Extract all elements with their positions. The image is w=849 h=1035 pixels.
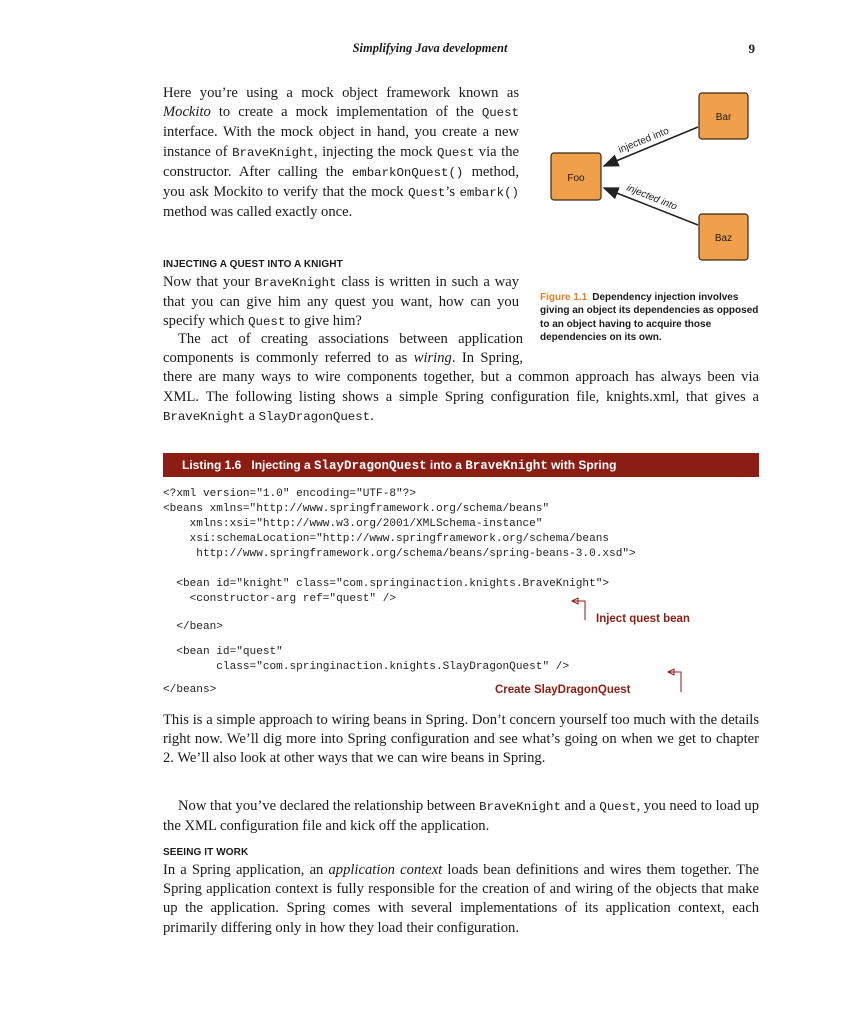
node-foo bbox=[551, 153, 601, 200]
callout-line-create bbox=[668, 672, 681, 692]
code-block-header: <?xml version="1.0" encoding="UTF-8"?> <beans xmlns="http://www.springframework.org/schema/beans" xmlns:xsi="http://www.w3.org/2001/XMLSchema-instance" xsi:schemaLocation="http://www.springframework.org/schema/beans http://www.springframework.org/schema/beans/spring-beans-3.0.xsd"> bbox=[163, 488, 636, 561]
running-head-title: Simplifying Java development bbox=[352, 41, 508, 55]
code-block-knight-end: </bean> bbox=[163, 621, 223, 633]
running-head bbox=[163, 41, 763, 59]
node-foo-label: Foo bbox=[567, 173, 585, 184]
listing-title: Listing 1.6 Injecting a SlayDragonQuest into a BraveKnight with Spring bbox=[182, 458, 617, 473]
paragraph-wiring: The act of creating associations between application components is commonly referred to as wiring. In Spring, there are many ways to wire components together, but a common approach has always been via XML. The following listing shows a simple Spring configuration file, knights.xml, that gives a BraveKnight a SlayDragonQuest. bbox=[163, 331, 759, 424]
figure-caption-text: Dependency injection involves giving an object its dependencies as opposed to an object having to acquire those dependencies on its own. bbox=[540, 292, 759, 343]
figure-caption bbox=[540, 291, 762, 344]
edge-label-top: injected into bbox=[617, 125, 671, 156]
node-baz bbox=[699, 214, 748, 260]
code-block-knight-bean: <bean id="knight" class="com.springinaction.knights.BraveKnight"> <constructor-arg ref="quest" /> bbox=[176, 578, 610, 606]
section-heading-seeing-it-work: SEEING IT WORK bbox=[163, 847, 249, 858]
paragraph-simple-approach: This is a simple approach to wiring beans in Spring. Don’t concern yourself too much with the details right now. We’ll dig more into Spring configuration and see what’s going on when we get to chapter 2. We’ll also look at other ways that we can wire beans in Spring. bbox=[163, 712, 759, 767]
annotation-create-slaydragonquest: Create SlayDragonQuest bbox=[495, 684, 631, 696]
figure-label: Figure 1.1 bbox=[540, 292, 588, 303]
page-number: 9 bbox=[748, 41, 755, 56]
listing-title-bar bbox=[163, 453, 759, 477]
annotation-inject-quest-bean: Inject quest bean bbox=[596, 613, 690, 625]
paragraph-declared-relationship: Now that you’ve declared the relationship between BraveKnight and a Quest, you need to load up the XML configuration file and kick off the application. bbox=[163, 798, 759, 835]
edge-label-bottom: injected into bbox=[624, 182, 679, 213]
paragraph-mockito: Here you’re using a mock object framework known as Mockito to create a mock implementation of the Quest interface. With the mock object in hand, you create a new instance of BraveKnight, injecting the mock Quest via the constructor. After calling the embarkOnQuest() method, you ask Mockito to verify that the mock Quest’s embark() method was called exactly once. bbox=[163, 85, 519, 221]
node-bar bbox=[699, 93, 748, 139]
node-bar-label: Bar bbox=[715, 112, 732, 123]
callout-arrow-create bbox=[668, 669, 674, 675]
paragraph-injecting: Now that your BraveKnight class is written in such a way that you can give him any quest you want, how can you specify which Quest to give him? bbox=[163, 274, 519, 330]
paragraph-application-context: In a Spring application, an application context loads bean definitions and wires them together. The Spring application context is fully responsible for the creation of and wiring of the objects that make up the application. Spring comes with several implementations of its application context, each primarily differing only in how they load their configuration. bbox=[163, 862, 759, 936]
code-block-beans-end: </beans> bbox=[163, 684, 217, 696]
dependency-injection-diagram bbox=[540, 85, 762, 265]
code-block-quest-bean: <bean id="quest" class="com.springinaction.knights.SlayDragonQuest" /> bbox=[176, 646, 570, 674]
section-heading-injecting: INJECTING A QUEST INTO A KNIGHT bbox=[163, 259, 343, 270]
node-baz-label: Baz bbox=[714, 233, 733, 244]
